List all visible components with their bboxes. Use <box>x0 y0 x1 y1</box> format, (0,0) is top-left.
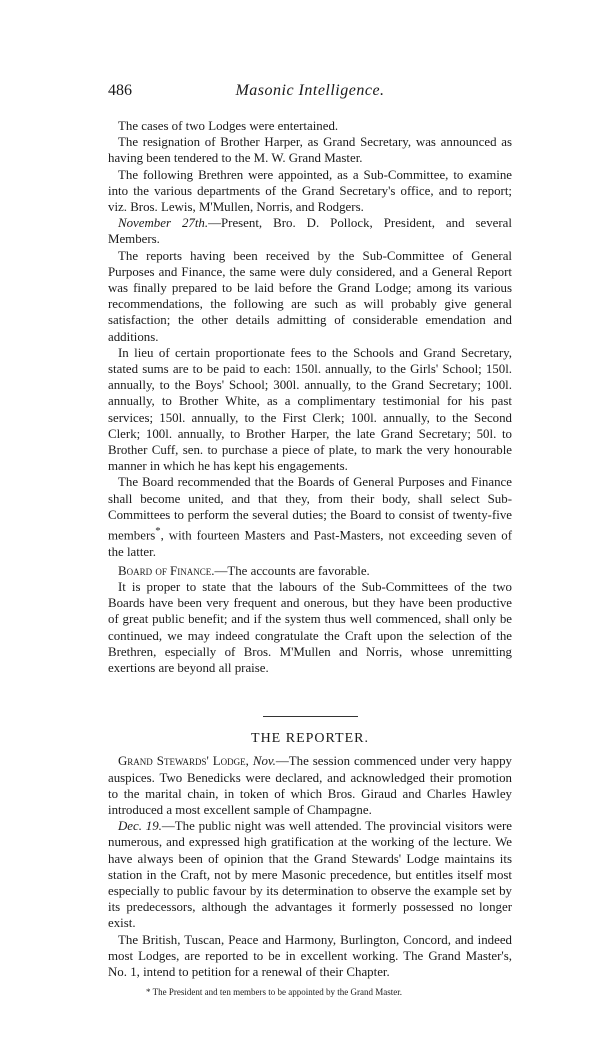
paragraph-text: —The public night was well attended. The provincial visitors were numerous, and expressed high gratification at the working of the lecture. We have always been of opinion that the Grand Stewards' Lodge maintains its station in the Craft, not by mere Masonic precedence, but entitles itself most especially to public favour by its determination to observe the example set by its predecessors, although the advantages it formerly possessed no longer exist. <box>108 819 513 931</box>
lodge-lead: Grand Stewards' Lodge, <box>118 754 249 769</box>
running-title: Masonic Intelligence. <box>235 82 385 99</box>
paragraph: The following Brethren were appointed, as a Sub-Committee, to examine into the various departments of the Grand Secretary's office, and to report; viz. Bros. Lewis, M'Mullen, Norris, and Rodgers. <box>108 167 512 215</box>
paragraph-board <box>108 474 512 559</box>
date-lead: November 27th. <box>118 216 209 231</box>
footnote: * The President and ten members to be appointed by the Grand Master. <box>146 987 403 998</box>
page-number: 486 <box>108 82 132 99</box>
paragraph-text: —Present, Bro. D. Pollock, President, and several Members. <box>108 216 512 247</box>
paragraph: The British, Tuscan, Peace and Harmony, Burlington, Concord, and indeed most Lodges, are reported to be in excellent working. The Grand Master's, No. 1, intend to petition for a renewal of their Chapter. <box>108 932 512 980</box>
paragraph: The cases of two Lodges were entertained. <box>118 119 339 133</box>
paragraph-text: The Board recommended that the Boards of General Purposes and Finance shall become united, and that they, from their body, shall select Sub-Committees to perform the several duties; the Board to consist of twenty-five members <box>108 475 512 543</box>
document-page <box>108 82 512 998</box>
paragraph-reporter <box>108 753 512 818</box>
paragraph-dec19 <box>108 818 512 931</box>
date-lead: Dec. 19. <box>118 819 162 834</box>
article-body <box>108 118 512 998</box>
page-header <box>108 82 512 104</box>
month-lead: Nov. <box>252 754 276 769</box>
paragraph-text: —The accounts are favorable. <box>214 563 370 578</box>
section-divider <box>263 716 358 717</box>
paragraph-text: —The session commenced under very happy auspices. Two Benedicks were declared, and acknowledged their promotion to the marital chain, in token of which Bros. Giraud and Charles Hawley introduced a most excellent sample of Champagne. <box>108 754 512 818</box>
footnote-mark: * <box>155 525 161 538</box>
section-title: THE REPORTER. <box>251 731 369 747</box>
paragraph: The reports having been received by the Sub-Committee of General Purposes and Finance, the same were duly considered, and a General Report was finally prepared to be laid before the Grand Lodge; among its various recommendations, the following are such as will probably give general satisfaction; the other details admitting of considerable emendation and additions. <box>108 248 512 344</box>
paragraph: In lieu of certain proportionate fees to the Schools and Grand Secretary, stated sums are to be paid to each: 150l. annually, to the Girls' School; 150l. annually, to the Boys' School; 300l. annually, to the Grand Secretary; 100l. annually, to Brother White, as a complimentary testimonial for his past services; 150l. annually, to the First Clerk; 100l. annually, to the Second Clerk; 100l. annually, to Brother Harper, the late Grand Secretary; 50l. to Brother Cuff, sen. to purchase a piece of plate, to mark the very honourable manner in which he has kept his engagements. <box>108 345 512 474</box>
paragraph: It is proper to state that the labours of the Sub-Committees of the two Boards have been very frequent and onerous, but they have been productive of great public benefit; and if the system thus well commenced, shall only be continued, we may indeed congratulate the Craft upon the selection of the Brethren, especially of Bros. M'Mullen and Norris, whose unremitting exertions are beyond all praise. <box>108 579 512 675</box>
paragraph-finance <box>108 563 512 579</box>
paragraph-text: , with fourteen Masters and Past-Masters, not exceeding seven of the latter. <box>108 528 512 559</box>
section-lead: Board of Finance. <box>118 563 215 578</box>
paragraph: The resignation of Brother Harper, as Grand Secretary, was announced as having been tendered to the M. W. Grand Master. <box>108 135 512 166</box>
paragraph-nov27 <box>108 215 512 247</box>
